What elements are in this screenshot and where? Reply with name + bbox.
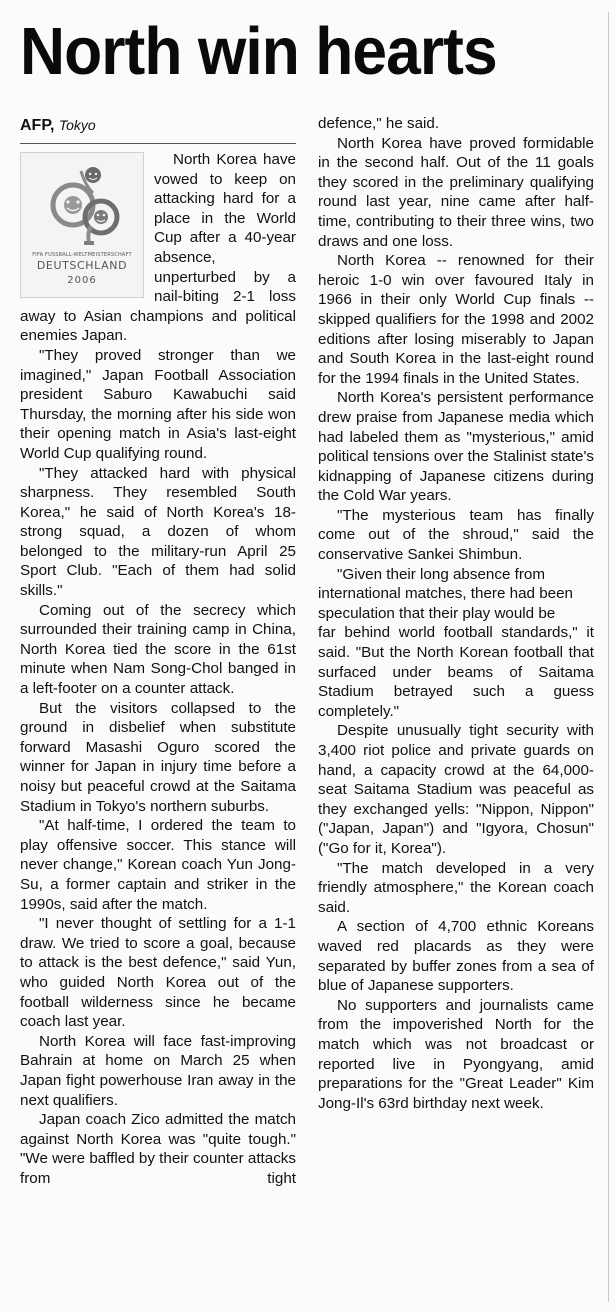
paragraph: "They proved stronger than we imagined," Japan Football Association president Saburo Kawabuchi said Thursday, the morning after his side won their opening match in Asia's last-eight World Cup qualifying round. bbox=[20, 346, 296, 462]
paragraph-continued: defence," he said. bbox=[318, 115, 440, 132]
paragraph: "I never thought of settling for a 1-1 draw. We tried to score a goal, because to attack is the best defence," said Yun, who guided North Korea out of the football wilderness since he became coach last year. bbox=[20, 915, 296, 1031]
paragraph: "They attacked hard with physical sharpness. They resembled South Korea," he said of North Korea's 18-strong squad, a dozen of whom belonged to the military-run April 25 Sport Club. "Each of them had solid skills." bbox=[20, 464, 296, 600]
headline: North win hearts bbox=[20, 14, 497, 89]
paragraph: North Korea have vowed to keep on attacking hard for a place in the World Cup after a 40-year absence, unperturbed by a nail-biting 2-1 loss away to Asian champions and political enemies Japan. bbox=[20, 151, 296, 345]
paragraph: "At half-time, I ordered the team to play offensive soccer. This stance will never change," Korean coach Yun Jong-Su, a former captain and striker in the 1990s, said after the match. bbox=[20, 817, 296, 913]
column-rule bbox=[608, 12, 609, 1302]
paragraph: North Korea -- renowned for their heroic 1-0 win over favoured Italy in 1966 in their only World Cup finals -- skipped qualifiers for the 1998 and 2002 editions after losing miserably to Japan and South Korea in the last-eight round for the 1994 finals in the United States. bbox=[318, 252, 594, 387]
paragraph: North Korea's persistent performance drew praise from Japanese media which had labeled them as "mysterious," amid political tensions over the Stalinist state's kidnapping of Japanese citizens during the Cold War years. bbox=[318, 389, 594, 505]
logo-small-text: FIFA FUSSBALL-WELTMEISTERSCHAFT bbox=[32, 252, 132, 258]
paragraph: No supporters and journalists came from the impoverished North for the match which was not broadcast or reported live in Pyongyang, amid preparations for the "Great Leader" Kim Jong-Il's 63rd birthday next week. bbox=[318, 996, 594, 1112]
paragraph: "The mysterious team has finally come out of the shroud," said the conservative Sankei Shimbun. bbox=[318, 506, 594, 564]
paragraph: North Korea have proved formidable in the second half. Out of the 11 goals they scored in the preliminary qualifying round last year, nine came after half-time, contributing to their three wins, two draws and one loss. bbox=[318, 134, 594, 250]
logo-country: DEUTSCHLAND bbox=[36, 259, 128, 272]
byline-city: Tokyo bbox=[58, 117, 96, 133]
paragraph: But the visitors collapsed to the ground in disbelief when substitute forward Masashi Oguro scored the winner for Japan in injury time before a noisy but peaceful crowd at the Saitama Stadium in Tokyo's northern suburbs. bbox=[20, 699, 296, 815]
logo-year: 2006 bbox=[67, 275, 97, 286]
byline-agency: AFP, bbox=[20, 117, 55, 134]
paragraph: A section of 4,700 ethnic Koreans waved red placards as they were separated by buffer zones from a sea of blue of Japanese supporters. bbox=[318, 918, 594, 995]
paragraph: Coming out of the secrecy which surrounded their training camp in China, North Korea tied the score in the 61st minute when Nam Song-Chol banged in a left-footer on a counter attack. bbox=[20, 601, 296, 698]
paragraph: far behind world football standards," it said. "But the North Korean football that surfaced under beams of Saitama Stadium betrayed such a guess completely." bbox=[318, 624, 594, 720]
paragraph: "The match developed in a very friendly atmosphere," the Korean coach said. bbox=[318, 859, 594, 916]
paragraph: "Given their long absence from international matches, there had been speculation that their play would be bbox=[318, 565, 573, 622]
right-column bbox=[318, 114, 594, 1113]
world-cup-logo bbox=[20, 152, 144, 298]
byline bbox=[20, 114, 296, 144]
paragraph: Despite unusually tight security with 3,400 riot police and private guards on hand, a capacity crowd at the 64,000-seat Saitama Stadium was peaceful as they exchanged yells: "Nippon, Nippon" ("Japan, Japan") and "Igyora, Chosun" ("Go for it, Korea"). bbox=[318, 722, 594, 857]
left-column bbox=[20, 114, 296, 1188]
paragraph: Japan coach Zico admitted the match against North Korea was "quite tough." "We were baffled by their counter attacks from tight bbox=[20, 1111, 296, 1187]
paragraph: North Korea will face fast-improving Bahrain at home on March 25 when Japan fight powerhouse Iran away in the next qualifiers. bbox=[20, 1032, 296, 1109]
